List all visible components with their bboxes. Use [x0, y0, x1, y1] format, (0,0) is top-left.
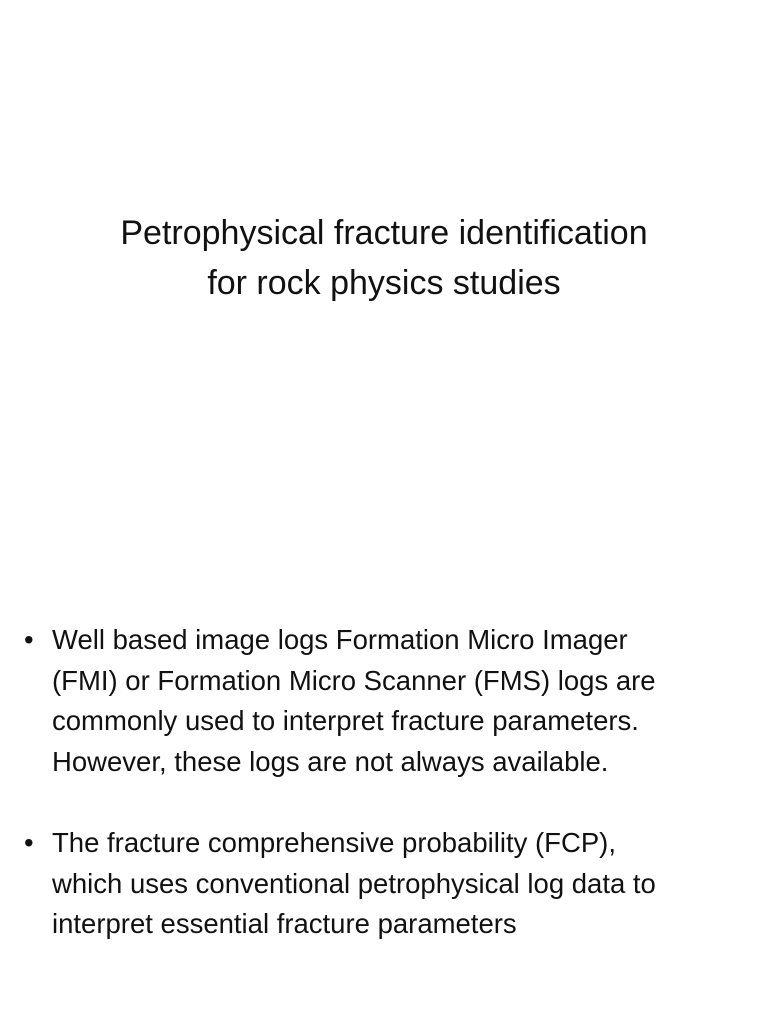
bullet-line: commonly used to interpret fracture parameters.: [52, 705, 639, 736]
bullet-text: [52, 823, 752, 945]
bullet-line: interpret essential fracture parameters: [52, 908, 517, 939]
bullet-text: [52, 620, 752, 782]
bullet-line: The fracture comprehensive probability (FCP),: [52, 827, 616, 858]
bullet-marker: •: [24, 624, 34, 655]
slide-title-line: for rock physics studies: [207, 264, 561, 302]
slide-title-line: Petrophysical fracture identification: [120, 214, 648, 252]
bullet-line: Well based image logs Formation Micro Imager: [52, 624, 628, 655]
slide-title: [40, 208, 728, 308]
bullet-item: [24, 823, 752, 945]
bullet-line: However, these logs are not always available.: [52, 745, 609, 777]
bullet-item: [24, 620, 752, 782]
bullet-list: [24, 620, 752, 986]
bullet-line: which uses conventional petrophysical log data to: [52, 867, 656, 899]
bullet-line: (FMI) or Formation Micro Scanner (FMS) logs are: [52, 664, 656, 696]
bullet-marker: •: [24, 827, 34, 858]
